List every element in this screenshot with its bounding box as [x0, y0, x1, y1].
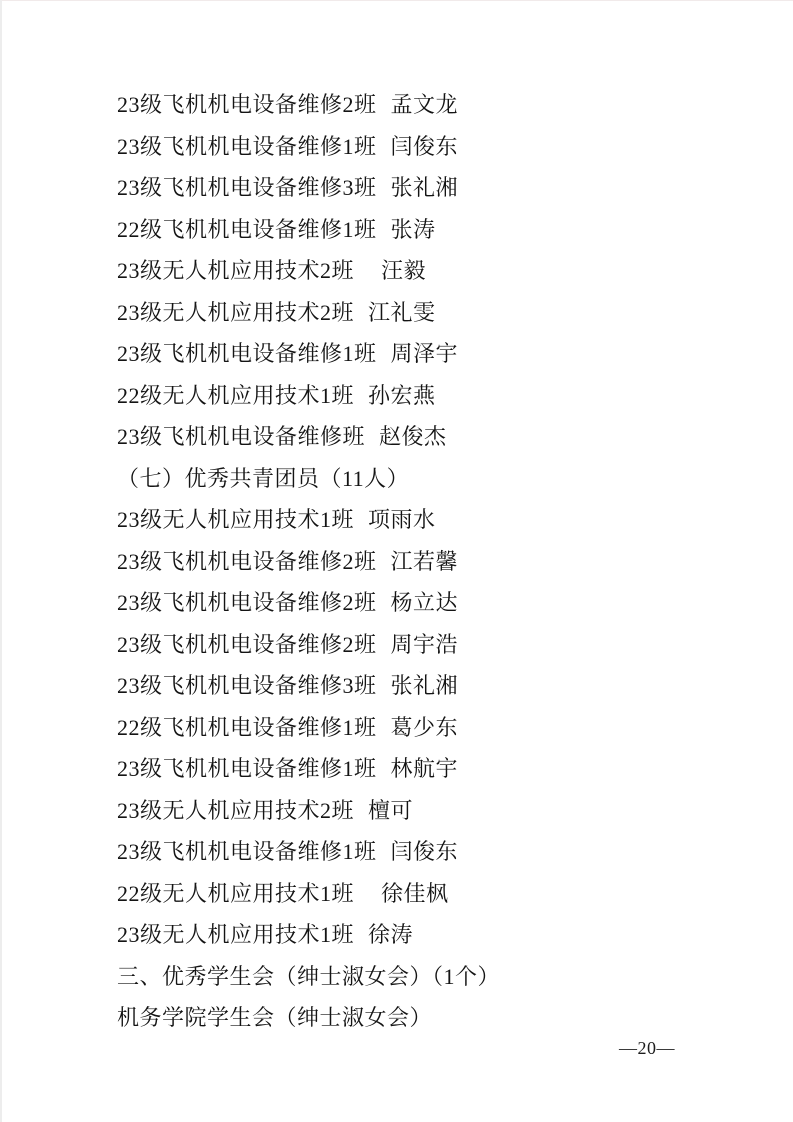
award-entry-row [117, 126, 733, 168]
class-label: 23级飞机机电设备维修1班 [117, 341, 377, 366]
class-label: 23级飞机机电设备维修1班 [117, 133, 377, 159]
class-label: 23级飞机机电设备维修1班 [117, 756, 377, 781]
student-name: 江礼雯 [368, 299, 436, 325]
award-entry-row [117, 873, 733, 915]
award-entry-row [117, 665, 733, 707]
award-entry-row [117, 333, 733, 375]
award-entry-row [117, 250, 733, 292]
class-label: 23级无人机应用技术2班 [117, 299, 355, 325]
award-entry-row [117, 790, 733, 832]
student-name: 闫俊东 [390, 133, 459, 159]
student-name: 汪毅 [381, 258, 427, 283]
award-entry-row [117, 375, 733, 417]
award-entry-row [117, 831, 733, 873]
student-name: 周泽宇 [390, 341, 459, 366]
class-label: 23级飞机机电设备维修1班 [117, 839, 377, 864]
award-entry-row [117, 914, 733, 956]
student-name: 赵俊杰 [379, 424, 447, 449]
class-label: 23级飞机机电设备维修2班 [117, 590, 377, 615]
award-entry-row [117, 416, 733, 458]
class-label: 23级无人机应用技术2班 [117, 797, 355, 823]
scan-edge-left [0, 0, 2, 1122]
class-label: 23级飞机机电设备维修班 [117, 424, 366, 449]
class-label: 22级飞机机电设备维修1班 [117, 714, 377, 740]
student-name: 徐涛 [368, 922, 414, 947]
student-name: 葛少东 [390, 714, 459, 740]
section-heading: （七）优秀共青团员（11人） [117, 465, 410, 491]
document-body [117, 84, 733, 1039]
class-label: 22级无人机应用技术1班 [117, 382, 355, 408]
student-name: 杨立达 [390, 590, 459, 615]
award-entry-row [117, 582, 733, 624]
class-label: 23级飞机机电设备维修2班 [117, 92, 377, 117]
class-label: 22级无人机应用技术1班 [117, 880, 355, 906]
student-name: 张礼湘 [390, 175, 459, 200]
student-name: 项雨水 [368, 507, 436, 532]
text-row: 机务学院学生会（绅士淑女会） [117, 1005, 433, 1030]
student-name: 孙宏燕 [368, 382, 436, 408]
class-label: 23级飞机机电设备维修3班 [117, 673, 377, 698]
student-name: 江若馨 [390, 548, 459, 574]
award-entry-row [117, 748, 733, 790]
student-name: 张礼湘 [390, 673, 459, 698]
student-name: 徐佳枫 [381, 880, 449, 906]
class-label: 22级飞机机电设备维修1班 [117, 216, 377, 242]
class-label: 23级飞机机电设备维修2班 [117, 548, 377, 574]
student-name: 张涛 [390, 216, 436, 242]
class-label: 23级飞机机电设备维修2班 [117, 631, 377, 657]
award-entry-row [117, 624, 733, 666]
student-name: 闫俊东 [390, 839, 459, 864]
scan-edge-top [0, 0, 793, 1]
class-label: 23级无人机应用技术2班 [117, 258, 355, 283]
student-name: 檀可 [368, 797, 414, 823]
section-heading: 三、优秀学生会（绅士淑女会）（1个） [117, 963, 501, 989]
award-entry-row [117, 707, 733, 749]
award-entry-row [117, 499, 733, 541]
award-entry-row [117, 292, 733, 334]
award-entry-row [117, 167, 733, 209]
award-entry-row [117, 84, 733, 126]
student-name: 林航宇 [390, 756, 459, 781]
class-label: 23级无人机应用技术1班 [117, 922, 355, 947]
student-name: 孟文龙 [390, 92, 459, 117]
student-name: 周宇浩 [390, 631, 459, 657]
class-label: 23级飞机机电设备维修3班 [117, 175, 377, 200]
award-entry-row [117, 209, 733, 251]
award-entry-row [117, 541, 733, 583]
page-number: —20— [619, 1038, 675, 1058]
class-label: 23级无人机应用技术1班 [117, 507, 355, 532]
